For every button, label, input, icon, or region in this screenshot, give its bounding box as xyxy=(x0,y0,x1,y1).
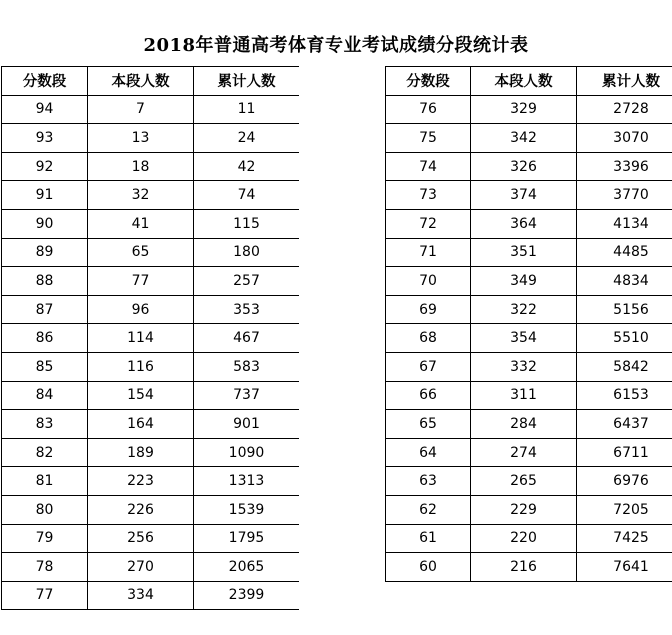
cumulative-count-cell: 7205 xyxy=(577,495,672,524)
table-row xyxy=(2,524,300,553)
score-range-cell: 80 xyxy=(2,495,88,524)
score-range-cell: 94 xyxy=(2,95,88,124)
table-row xyxy=(2,267,300,296)
score-range-cell: 86 xyxy=(2,324,88,353)
segment-count-cell: 229 xyxy=(471,495,577,524)
cumulative-count-cell: 3070 xyxy=(577,124,672,153)
score-range-cell: 69 xyxy=(386,295,471,324)
segment-count-cell: 41 xyxy=(88,209,194,238)
table-row xyxy=(2,181,300,210)
cumulative-count-cell: 5510 xyxy=(577,324,672,353)
table-row xyxy=(2,352,300,381)
header-score-range: 分数段 xyxy=(2,67,88,96)
cumulative-count-cell: 5156 xyxy=(577,295,672,324)
cumulative-count-cell: 353 xyxy=(194,295,300,324)
table-row xyxy=(386,324,672,353)
header-row xyxy=(2,67,300,96)
cumulative-count-cell: 1090 xyxy=(194,438,300,467)
cumulative-count-cell: 4834 xyxy=(577,267,672,296)
table-row xyxy=(386,238,672,267)
segment-count-cell: 154 xyxy=(88,381,194,410)
cumulative-count-cell: 24 xyxy=(194,124,300,153)
segment-count-cell: 7 xyxy=(88,95,194,124)
header-cumulative-count: 累计人数 xyxy=(577,67,672,96)
segment-count-cell: 216 xyxy=(471,553,577,582)
table-row xyxy=(2,438,300,467)
cumulative-count-cell: 11 xyxy=(194,95,300,124)
segment-count-cell: 226 xyxy=(88,495,194,524)
cumulative-count-cell: 2399 xyxy=(194,581,300,610)
segment-count-cell: 351 xyxy=(471,238,577,267)
table-row xyxy=(386,495,672,524)
table-row xyxy=(386,181,672,210)
table-row xyxy=(2,324,300,353)
score-range-cell: 65 xyxy=(386,410,471,439)
table-gap xyxy=(299,66,385,635)
score-range-cell: 83 xyxy=(2,410,88,439)
segment-count-cell: 116 xyxy=(88,352,194,381)
score-range-cell: 60 xyxy=(386,553,471,582)
cumulative-count-cell: 180 xyxy=(194,238,300,267)
table-row xyxy=(386,467,672,496)
cumulative-count-cell: 2728 xyxy=(577,95,672,124)
cumulative-count-cell: 1795 xyxy=(194,524,300,553)
cumulative-count-cell: 42 xyxy=(194,152,300,181)
score-range-cell: 61 xyxy=(386,524,471,553)
table-row xyxy=(2,209,300,238)
segment-count-cell: 164 xyxy=(88,410,194,439)
cumulative-count-cell: 2065 xyxy=(194,553,300,582)
table-row xyxy=(386,524,672,553)
score-range-cell: 81 xyxy=(2,467,88,496)
cumulative-count-cell: 4485 xyxy=(577,238,672,267)
table-row xyxy=(2,152,300,181)
cumulative-count-cell: 115 xyxy=(194,209,300,238)
cumulative-count-cell: 7641 xyxy=(577,553,672,582)
table-row xyxy=(2,295,300,324)
cumulative-count-cell: 3396 xyxy=(577,152,672,181)
cumulative-count-cell: 6976 xyxy=(577,467,672,496)
segment-count-cell: 349 xyxy=(471,267,577,296)
cumulative-count-cell: 467 xyxy=(194,324,300,353)
segment-count-cell: 342 xyxy=(471,124,577,153)
score-range-cell: 72 xyxy=(386,209,471,238)
segment-count-cell: 13 xyxy=(88,124,194,153)
score-range-cell: 88 xyxy=(2,267,88,296)
table-row xyxy=(2,381,300,410)
header-row xyxy=(386,67,672,96)
table-row xyxy=(386,553,672,582)
table-row xyxy=(2,467,300,496)
score-range-cell: 89 xyxy=(2,238,88,267)
cumulative-count-cell: 74 xyxy=(194,181,300,210)
score-range-cell: 71 xyxy=(386,238,471,267)
right-table-block xyxy=(385,66,672,582)
segment-count-cell: 96 xyxy=(88,295,194,324)
segment-count-cell: 311 xyxy=(471,381,577,410)
table-row xyxy=(386,124,672,153)
header-score-range: 分数段 xyxy=(386,67,471,96)
segment-count-cell: 256 xyxy=(88,524,194,553)
score-range-cell: 76 xyxy=(386,95,471,124)
segment-count-cell: 32 xyxy=(88,181,194,210)
table-row xyxy=(386,381,672,410)
table-row xyxy=(2,124,300,153)
score-range-cell: 75 xyxy=(386,124,471,153)
left-score-table xyxy=(1,66,300,610)
score-range-cell: 92 xyxy=(2,152,88,181)
segment-count-cell: 189 xyxy=(88,438,194,467)
segment-count-cell: 334 xyxy=(88,581,194,610)
score-range-cell: 74 xyxy=(386,152,471,181)
header-segment-count: 本段人数 xyxy=(471,67,577,96)
cumulative-count-cell: 583 xyxy=(194,352,300,381)
table-row xyxy=(2,238,300,267)
header-segment-count: 本段人数 xyxy=(88,67,194,96)
score-range-cell: 62 xyxy=(386,495,471,524)
segment-count-cell: 374 xyxy=(471,181,577,210)
score-range-cell: 70 xyxy=(386,267,471,296)
table-row xyxy=(386,209,672,238)
cumulative-count-cell: 1539 xyxy=(194,495,300,524)
cumulative-count-cell: 5842 xyxy=(577,352,672,381)
table-row xyxy=(386,352,672,381)
score-range-cell: 77 xyxy=(2,581,88,610)
score-range-cell: 68 xyxy=(386,324,471,353)
table-row xyxy=(386,267,672,296)
cumulative-count-cell: 737 xyxy=(194,381,300,410)
table-row xyxy=(386,410,672,439)
cumulative-count-cell: 4134 xyxy=(577,209,672,238)
cumulative-count-cell: 6153 xyxy=(577,381,672,410)
cumulative-count-cell: 6711 xyxy=(577,438,672,467)
segment-count-cell: 332 xyxy=(471,352,577,381)
segment-count-cell: 220 xyxy=(471,524,577,553)
score-range-cell: 67 xyxy=(386,352,471,381)
cumulative-count-cell: 3770 xyxy=(577,181,672,210)
score-range-cell: 64 xyxy=(386,438,471,467)
segment-count-cell: 65 xyxy=(88,238,194,267)
cumulative-count-cell: 1313 xyxy=(194,467,300,496)
header-cumulative-count: 累计人数 xyxy=(194,67,300,96)
score-range-cell: 66 xyxy=(386,381,471,410)
table-row xyxy=(2,495,300,524)
score-range-cell: 91 xyxy=(2,181,88,210)
right-score-table xyxy=(385,66,672,582)
segment-count-cell: 18 xyxy=(88,152,194,181)
segment-count-cell: 354 xyxy=(471,324,577,353)
left-table-block xyxy=(1,66,299,610)
segment-count-cell: 77 xyxy=(88,267,194,296)
page-title: 2018年普通高考体育专业考试成绩分段统计表 xyxy=(143,35,529,56)
score-range-cell: 84 xyxy=(2,381,88,410)
segment-count-cell: 284 xyxy=(471,410,577,439)
segment-count-cell: 322 xyxy=(471,295,577,324)
score-range-cell: 78 xyxy=(2,553,88,582)
score-range-cell: 87 xyxy=(2,295,88,324)
score-range-cell: 63 xyxy=(386,467,471,496)
score-range-cell: 85 xyxy=(2,352,88,381)
table-row xyxy=(2,581,300,610)
cumulative-count-cell: 257 xyxy=(194,267,300,296)
cumulative-count-cell: 7425 xyxy=(577,524,672,553)
segment-count-cell: 364 xyxy=(471,209,577,238)
cumulative-count-cell: 6437 xyxy=(577,410,672,439)
score-range-cell: 79 xyxy=(2,524,88,553)
segment-count-cell: 326 xyxy=(471,152,577,181)
table-row xyxy=(386,152,672,181)
table-row xyxy=(386,438,672,467)
table-row xyxy=(2,95,300,124)
cumulative-count-cell: 901 xyxy=(194,410,300,439)
segment-count-cell: 223 xyxy=(88,467,194,496)
score-range-cell: 90 xyxy=(2,209,88,238)
segment-count-cell: 270 xyxy=(88,553,194,582)
score-range-cell: 73 xyxy=(386,181,471,210)
table-row xyxy=(386,295,672,324)
table-row xyxy=(386,95,672,124)
table-row xyxy=(2,410,300,439)
segment-count-cell: 265 xyxy=(471,467,577,496)
score-range-cell: 93 xyxy=(2,124,88,153)
segment-count-cell: 329 xyxy=(471,95,577,124)
segment-count-cell: 274 xyxy=(471,438,577,467)
table-row xyxy=(2,553,300,582)
score-range-cell: 82 xyxy=(2,438,88,467)
segment-count-cell: 114 xyxy=(88,324,194,353)
